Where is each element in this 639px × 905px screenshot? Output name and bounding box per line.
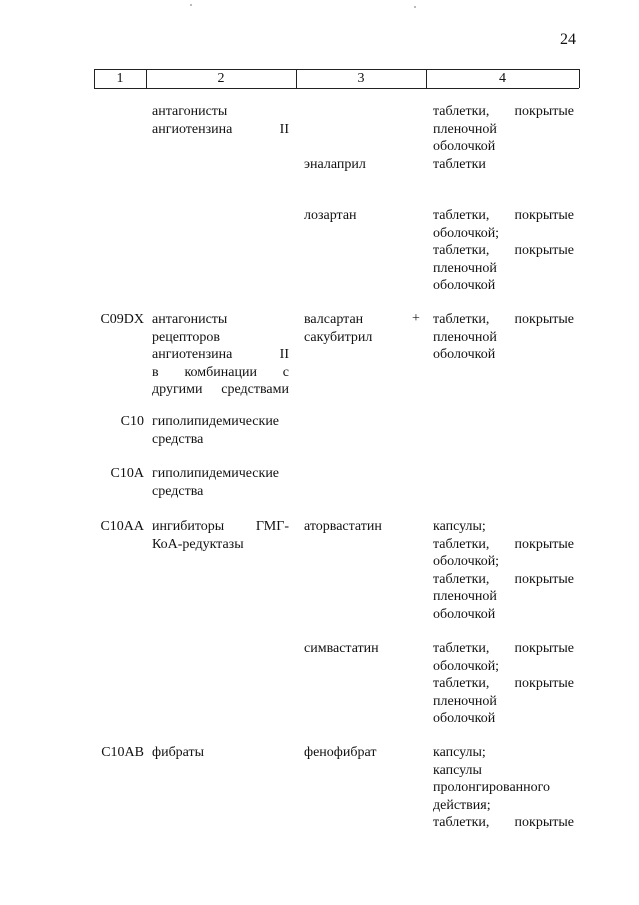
dosage-forms xyxy=(433,103,574,156)
dosage-forms xyxy=(433,744,574,832)
dosage-forms-line: капсулы xyxy=(433,762,482,778)
pharmacological-group xyxy=(152,744,289,762)
drug-name-line: эналаприл xyxy=(304,157,366,172)
pharmacological-group-line: антагонисты xyxy=(152,104,228,119)
drug-name-line: фенофибрат xyxy=(304,745,377,760)
drug-name-line: симвастатин xyxy=(304,641,379,656)
dosage-forms-line: оболочкой; xyxy=(433,658,500,674)
dosage-forms-line: капсулы; xyxy=(433,745,486,760)
dosage-forms-line: таблетки, покрытые xyxy=(433,208,574,223)
dosage-forms-line: оболочкой; xyxy=(433,225,500,241)
pharmacological-group xyxy=(152,465,289,500)
dosage-forms xyxy=(433,640,574,728)
dosage-forms xyxy=(433,207,574,295)
dosage-forms xyxy=(433,156,574,174)
dosage-forms-line: таблетки, покрытые xyxy=(433,815,574,830)
pharmacological-group-line: ингибиторы ГМГ- xyxy=(152,519,289,534)
dosage-forms-line: таблетки, покрытые xyxy=(433,243,574,258)
drug-name-line: сакубитрил xyxy=(304,329,373,345)
header-divider xyxy=(579,69,580,88)
dosage-forms-line: таблетки, покрытые xyxy=(433,571,574,587)
header-bottom-rule xyxy=(94,88,579,89)
dosage-forms-line: оболочкой xyxy=(433,711,496,726)
pharmacological-group-line: фибраты xyxy=(152,745,205,760)
pharmacological-group-line: ангиотензина II xyxy=(152,347,289,362)
dosage-forms-line: оболочкой; xyxy=(433,554,500,569)
atc-code: C09DX xyxy=(100,312,144,327)
drug-name-line: аторвастатин xyxy=(304,519,382,534)
drug-combination-plus: + xyxy=(412,311,420,326)
header-cell-3: 3 xyxy=(357,71,365,86)
pharmacological-group-line: в комбинации с xyxy=(152,364,289,380)
drug-name xyxy=(304,311,424,346)
pharmacological-group-line: другими средствами xyxy=(152,382,289,397)
dosage-forms-line: пленочной xyxy=(433,589,497,604)
pharmacological-group-line: антагонисты xyxy=(152,312,228,327)
drug-name xyxy=(304,156,424,174)
atc-code: C10AA xyxy=(100,519,144,534)
atc-code: C10AB xyxy=(101,745,144,760)
dosage-forms-line: таблетки, покрытые xyxy=(433,536,574,552)
pharmacological-group-line: средства xyxy=(152,431,204,447)
atc-code: C10A xyxy=(110,466,144,481)
dosage-forms-line: действия; xyxy=(433,797,491,813)
dosage-forms-line: пленочной xyxy=(433,693,497,709)
dosage-forms-line: оболочкой xyxy=(433,139,496,154)
pharmacological-group xyxy=(152,103,289,138)
dosage-forms-line: таблетки, покрытые xyxy=(433,676,574,691)
page-number: 24 xyxy=(560,31,576,48)
pharmacological-group xyxy=(152,311,289,399)
header-cell-1: 1 xyxy=(116,71,124,86)
drug-name-line: валсартан xyxy=(304,312,364,327)
pharmacological-group xyxy=(152,518,289,553)
dosage-forms-line: пленочной xyxy=(433,121,497,137)
dosage-forms xyxy=(433,518,574,623)
pharmacological-group-line: рецепторов xyxy=(152,329,220,345)
dosage-forms-line: таблетки xyxy=(433,157,486,172)
pharmacological-group-line: КоА-редуктазы xyxy=(152,536,244,552)
dosage-forms-line: таблетки, покрытые xyxy=(433,641,574,656)
dosage-forms-line: пленочной xyxy=(433,329,497,345)
dosage-forms-line: пролонгированного xyxy=(433,780,551,795)
drug-name xyxy=(304,640,424,658)
pharmacological-group-line: средства xyxy=(152,483,204,499)
drug-name xyxy=(304,207,424,225)
dosage-forms-line: капсулы; xyxy=(433,519,486,534)
pharmacological-group xyxy=(152,413,289,448)
scan-mark xyxy=(414,6,416,8)
header-cell-2: 2 xyxy=(217,71,225,86)
dosage-forms-line: пленочной xyxy=(433,260,497,276)
dosage-forms-line: таблетки, покрытые xyxy=(433,312,574,327)
dosage-forms-line: оболочкой xyxy=(433,347,496,362)
pharmacological-group-line: гиполипидемические xyxy=(152,414,280,429)
header-cell-4: 4 xyxy=(499,71,506,86)
pharmacological-group-line: ангиотензина II xyxy=(152,121,289,137)
scan-mark xyxy=(190,4,192,6)
dosage-forms xyxy=(433,311,574,364)
pharmacological-group-line: гиполипидемические xyxy=(152,466,280,481)
dosage-forms-line: оболочкой xyxy=(433,278,496,293)
drug-name-line: лозартан xyxy=(304,208,357,223)
dosage-forms-line: таблетки, покрытые xyxy=(433,104,574,119)
drug-name xyxy=(304,744,424,762)
atc-code: C10 xyxy=(120,414,144,429)
dosage-forms-line: оболочкой xyxy=(433,606,496,622)
drug-name xyxy=(304,518,424,536)
